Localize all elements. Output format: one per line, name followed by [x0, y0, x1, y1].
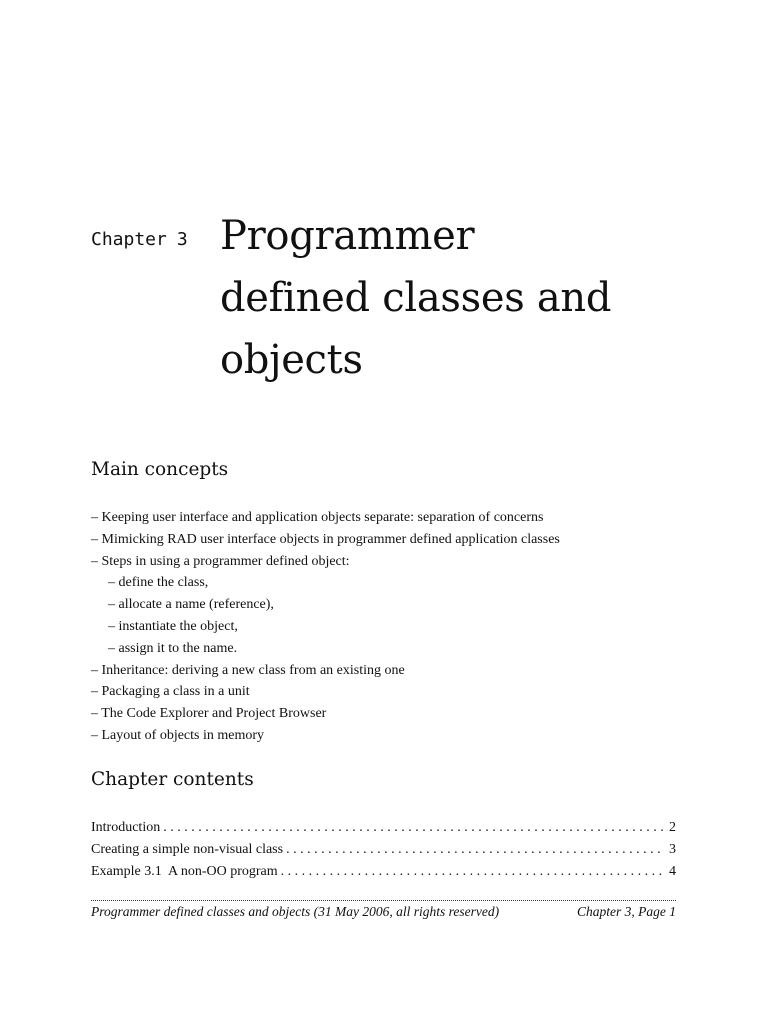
chapter-contents-heading: Chapter contents: [91, 769, 254, 790]
sub-list-item: – assign it to the name.: [108, 640, 238, 656]
page-footer: [91, 904, 676, 920]
table-of-contents: [91, 817, 676, 882]
list-item: – Steps in using a programmer defined object:: [91, 553, 350, 569]
chapter-word: Chapter: [91, 229, 167, 250]
chapter-title-line: objects: [220, 337, 363, 383]
sub-list-item: – define the class,: [108, 575, 209, 591]
main-concepts-list: [91, 507, 560, 747]
footer-document-info: Programmer defined classes and objects (31 May 2006, all rights reserved): [91, 904, 500, 919]
toc-entry-title: Example 3.1 A non-OO program: [91, 863, 278, 879]
toc-leader-dots: [286, 839, 665, 861]
chapter-title-line: defined classes and: [220, 275, 612, 321]
main-concepts-heading: Main concepts: [91, 459, 229, 480]
list-item: – Inheritance: deriving a new class from an existing one: [91, 662, 405, 678]
list-item: – Keeping user interface and application objects separate: separation of concerns: [91, 510, 544, 525]
toc-entry[interactable]: [91, 861, 676, 883]
chapter-number: 3: [176, 229, 188, 250]
toc-entry-page: 3: [669, 841, 676, 857]
list-item: – Packaging a class in a unit: [91, 684, 250, 700]
toc-entry[interactable]: [91, 839, 676, 861]
list-item: – Mimicking RAD user interface objects in programmer defined application classes: [91, 531, 560, 547]
toc-entry-title: Introduction: [91, 820, 161, 835]
chapter-label: [91, 229, 188, 250]
footer-page-number: Chapter 3, Page 1: [577, 904, 676, 919]
toc-entry-page: 2: [669, 820, 676, 835]
toc-leader-dots: [281, 861, 665, 883]
toc-entry-title: Creating a simple non-visual class: [91, 841, 284, 857]
sub-list-item: – instantiate the object,: [108, 618, 238, 634]
list-item: – Layout of objects in memory: [91, 727, 265, 743]
chapter-title-line: Programmer: [220, 213, 475, 259]
footer-divider: [91, 900, 676, 901]
toc-leader-dots: [163, 817, 665, 839]
sub-list-item: – allocate a name (reference),: [108, 597, 274, 613]
list-item: – The Code Explorer and Project Browser: [91, 706, 327, 722]
toc-entry-page: 4: [669, 863, 676, 879]
toc-entry[interactable]: [91, 817, 676, 839]
chapter-title: [220, 205, 740, 391]
